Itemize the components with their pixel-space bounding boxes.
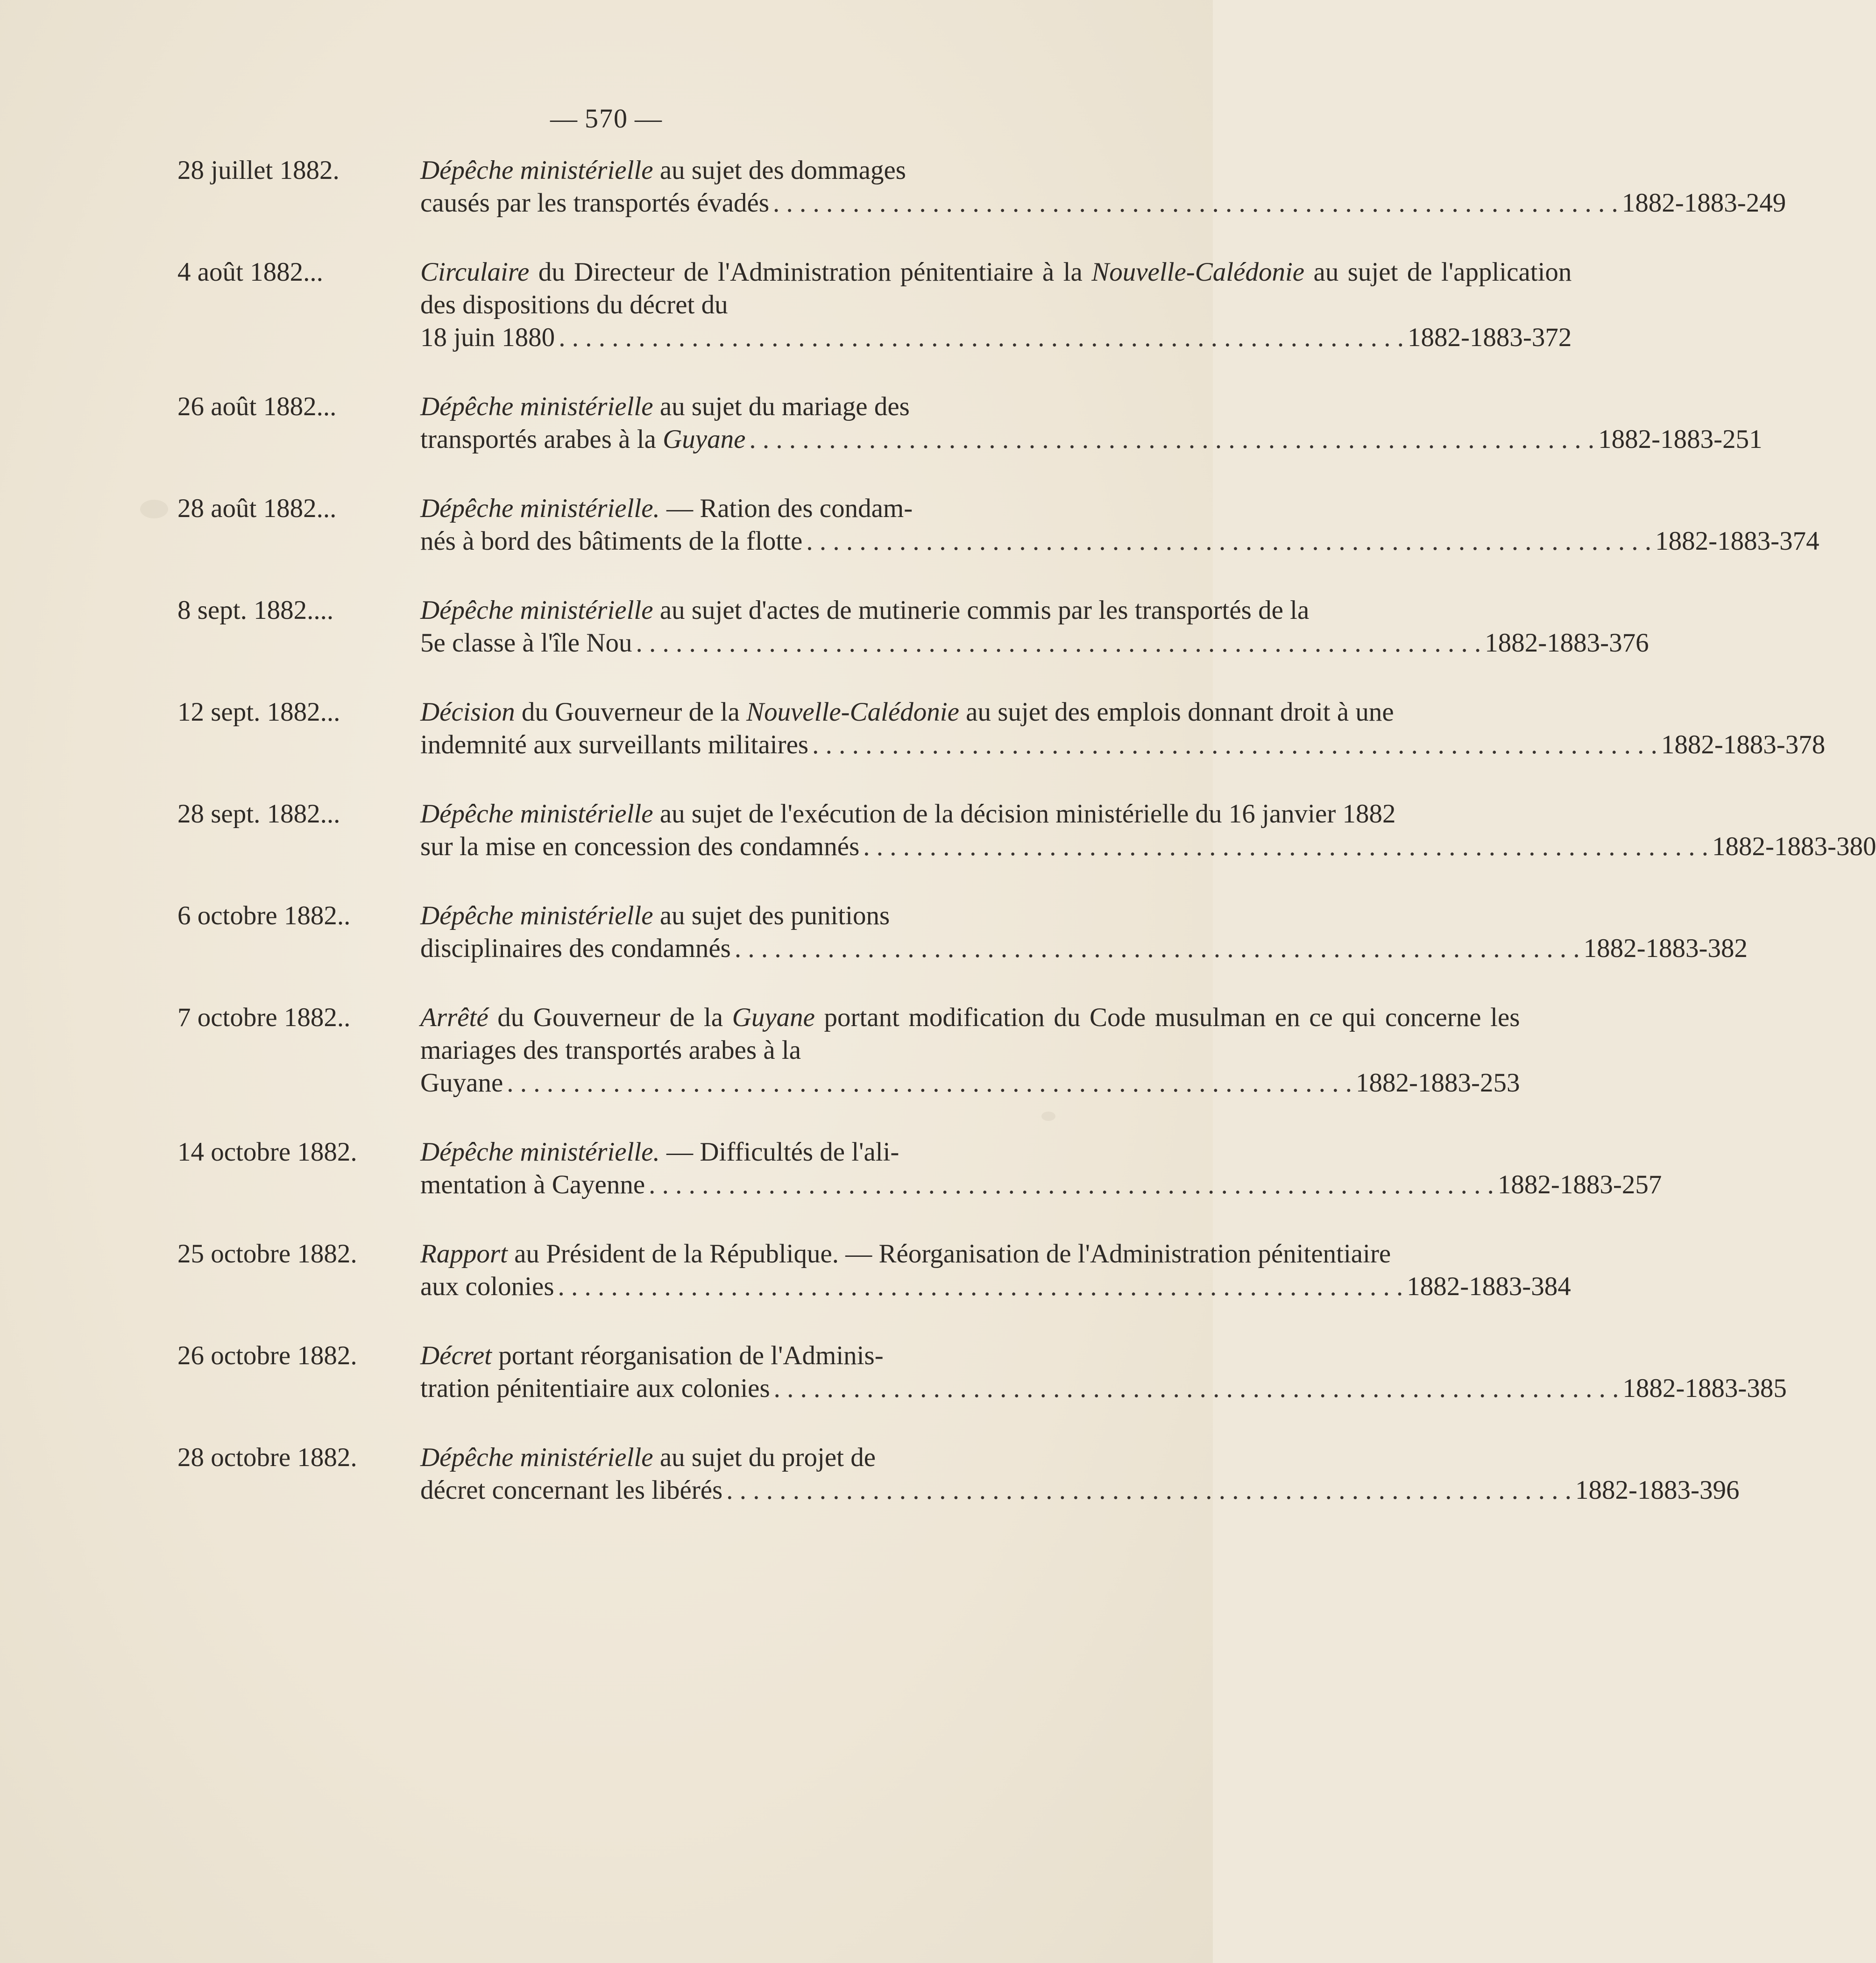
- entry-reference: 1882-1883-385: [1622, 1374, 1787, 1403]
- entry-reference: 1882-1883-257: [1497, 1170, 1662, 1199]
- entry-date: 28 juillet 1882.: [177, 156, 340, 185]
- entry-reference: 1882-1883-251: [1598, 425, 1763, 454]
- entry-text-end: disciplinaires des condamnés: [420, 934, 731, 963]
- leader-dots: [806, 525, 1651, 558]
- entry-text: du Gouverneur de la: [515, 697, 747, 727]
- leader-dots: [774, 1372, 1619, 1405]
- entry-text-end: 5e classe à l'île Nou: [420, 628, 632, 658]
- leader-dots: [735, 932, 1580, 965]
- list-item: [177, 154, 1786, 220]
- entry-text-end: aux colonies: [420, 1272, 554, 1301]
- list-item: [177, 1238, 1571, 1303]
- entry-date: 4 août 1882...: [177, 257, 323, 287]
- entry-date: 26 octobre 1882.: [177, 1341, 357, 1370]
- entry-text: au sujet des dommages: [653, 156, 906, 185]
- entry-date: 14 octobre 1882.: [177, 1137, 357, 1167]
- entry-kind: Circulaire: [420, 257, 530, 287]
- entry-description: [420, 798, 1876, 863]
- entry-kind: Arrêté: [420, 1003, 488, 1032]
- entry-description: [420, 1441, 1739, 1507]
- entry-text: au sujet de l'exécution de la décision ministérielle du 16 janvier 1882: [653, 799, 1396, 829]
- entry-text-end: sur la mise en concession des condamnés: [420, 832, 860, 861]
- entry-text-2: au sujet des emplois donnant droit à une: [959, 697, 1394, 727]
- entry-description: [420, 1238, 1571, 1303]
- leader-dots: [558, 1270, 1403, 1303]
- entry-reference: 1882-1883-384: [1407, 1272, 1571, 1301]
- list-item: [177, 1001, 1520, 1099]
- list-item: [177, 492, 1819, 558]
- entry-description: [420, 696, 1825, 761]
- entry-text-end: nés à bord des bâtiments de la flotte: [420, 526, 803, 556]
- leader-dots: [636, 627, 1481, 659]
- entry-text-end: 18 juin 1880: [420, 323, 555, 352]
- entry-reference: 1882-1883-372: [1407, 323, 1572, 352]
- entry-kind: Dépêche ministérielle: [420, 156, 653, 185]
- entry-reference: 1882-1883-378: [1661, 730, 1826, 759]
- entry-kind: Dépêche ministérielle.: [420, 494, 660, 523]
- entry-date: 25 octobre 1882.: [177, 1239, 357, 1269]
- entry-text-end: tration pénitentiaire aux colonies: [420, 1374, 770, 1403]
- page-number-value: 570: [585, 103, 628, 134]
- entry-kind: Décret: [420, 1341, 492, 1370]
- entry-text: au sujet du mariage des: [653, 392, 910, 421]
- leader-dots: [649, 1169, 1494, 1201]
- entry-description: [420, 1001, 1520, 1099]
- list-item: [177, 1136, 1662, 1201]
- entry-text: au Président de la République. — Réorganisation de l'Administration pénitentiaire: [507, 1239, 1391, 1269]
- entry-place: Guyane: [732, 1003, 815, 1032]
- paper-stain: [1041, 1112, 1055, 1121]
- entry-description: [420, 1136, 1662, 1201]
- entry-text: portant réorganisation de l'Adminis-: [491, 1341, 884, 1370]
- entry-kind: Dépêche ministérielle: [420, 1443, 653, 1472]
- entry-text: — Difficultés de l'ali-: [659, 1137, 899, 1167]
- entry-place: Nouvelle-Calédonie: [1091, 257, 1305, 287]
- entry-list: [177, 154, 1876, 1543]
- entry-reference: 1882-1883-253: [1356, 1068, 1520, 1098]
- entry-reference: 1882-1883-396: [1575, 1475, 1740, 1505]
- entry-kind: Dépêche ministérielle: [420, 901, 653, 930]
- entry-date: 28 octobre 1882.: [177, 1443, 357, 1472]
- entry-date: 6 octobre 1882..: [177, 901, 351, 930]
- entry-text: au sujet d'actes de mutinerie commis par les transportés de la: [653, 595, 1310, 625]
- leader-dots: [773, 187, 1618, 220]
- entry-text-end: causés par les transportés évadés: [420, 188, 770, 218]
- leader-dots: [749, 423, 1594, 456]
- entry-description: [420, 594, 1649, 659]
- entry-text-end: décret concernant les libérés: [420, 1475, 723, 1505]
- entry-description: [420, 390, 1763, 456]
- leader-dots: [726, 1474, 1572, 1507]
- page-number: — 570 —: [550, 103, 663, 134]
- entry-date: 28 août 1882...: [177, 494, 337, 523]
- entry-text-end: transportés arabes à la: [420, 425, 663, 454]
- entry-text: au sujet des punitions: [653, 901, 890, 930]
- entry-description: [420, 256, 1572, 354]
- entry-description: [420, 1339, 1787, 1405]
- entry-kind: Rapport: [420, 1239, 508, 1269]
- entry-text-end: indemnité aux surveillants militaires: [420, 730, 809, 759]
- list-item: [177, 256, 1572, 354]
- list-item: [177, 1339, 1787, 1405]
- entry-kind: Décision: [420, 697, 515, 727]
- list-item: [177, 696, 1826, 761]
- list-item: [177, 390, 1763, 456]
- entry-reference: 1882-1883-376: [1485, 628, 1649, 658]
- leader-dots: [559, 321, 1404, 354]
- entry-reference: 1882-1883-380: [1712, 832, 1876, 861]
- entry-text-2: au sujet de l'application des dispositions du décret du: [420, 257, 1572, 319]
- entry-place: Guyane: [663, 425, 746, 454]
- entry-kind: Dépêche ministérielle: [420, 595, 653, 625]
- entry-date: 28 sept. 1882...: [177, 799, 340, 829]
- entry-text: au sujet du projet de: [653, 1443, 876, 1472]
- entry-text-end: Guyane: [420, 1068, 503, 1098]
- entry-text: du Gouverneur de la: [488, 1003, 732, 1032]
- entry-reference: 1882-1883-249: [1621, 188, 1786, 218]
- entry-date: 12 sept. 1882...: [177, 697, 340, 727]
- entry-reference: 1882-1883-382: [1583, 934, 1748, 963]
- entry-text-2: portant modification du Code musulman en ce qui concerne les mariages des transportés arabes à la: [420, 1003, 1520, 1065]
- entry-description: [420, 900, 1748, 965]
- paper-stain: [140, 500, 168, 518]
- entry-text-end: mentation à Cayenne: [420, 1170, 645, 1199]
- entry-place: Nouvelle-Calédonie: [746, 697, 959, 727]
- entry-date: 26 août 1882...: [177, 392, 337, 421]
- list-item: [177, 1441, 1740, 1507]
- entry-description: [420, 154, 1786, 220]
- entry-kind: Dépêche ministérielle: [420, 392, 653, 421]
- entry-reference: 1882-1883-374: [1655, 526, 1819, 556]
- entry-description: [420, 492, 1819, 558]
- entry-text: — Ration des condam-: [659, 494, 913, 523]
- leader-dots: [863, 830, 1708, 863]
- list-item: [177, 798, 1876, 863]
- entry-date: 7 octobre 1882..: [177, 1003, 351, 1032]
- leader-dots: [507, 1067, 1352, 1099]
- entry-text: du Directeur de l'Administration pénitentiaire à la: [529, 257, 1092, 287]
- list-item: [177, 594, 1649, 659]
- entry-kind: Dépêche ministérielle.: [420, 1137, 660, 1167]
- leader-dots: [812, 729, 1657, 761]
- entry-kind: Dépêche ministérielle: [420, 799, 653, 829]
- entry-date: 8 sept. 1882....: [177, 595, 334, 625]
- list-item: [177, 900, 1748, 965]
